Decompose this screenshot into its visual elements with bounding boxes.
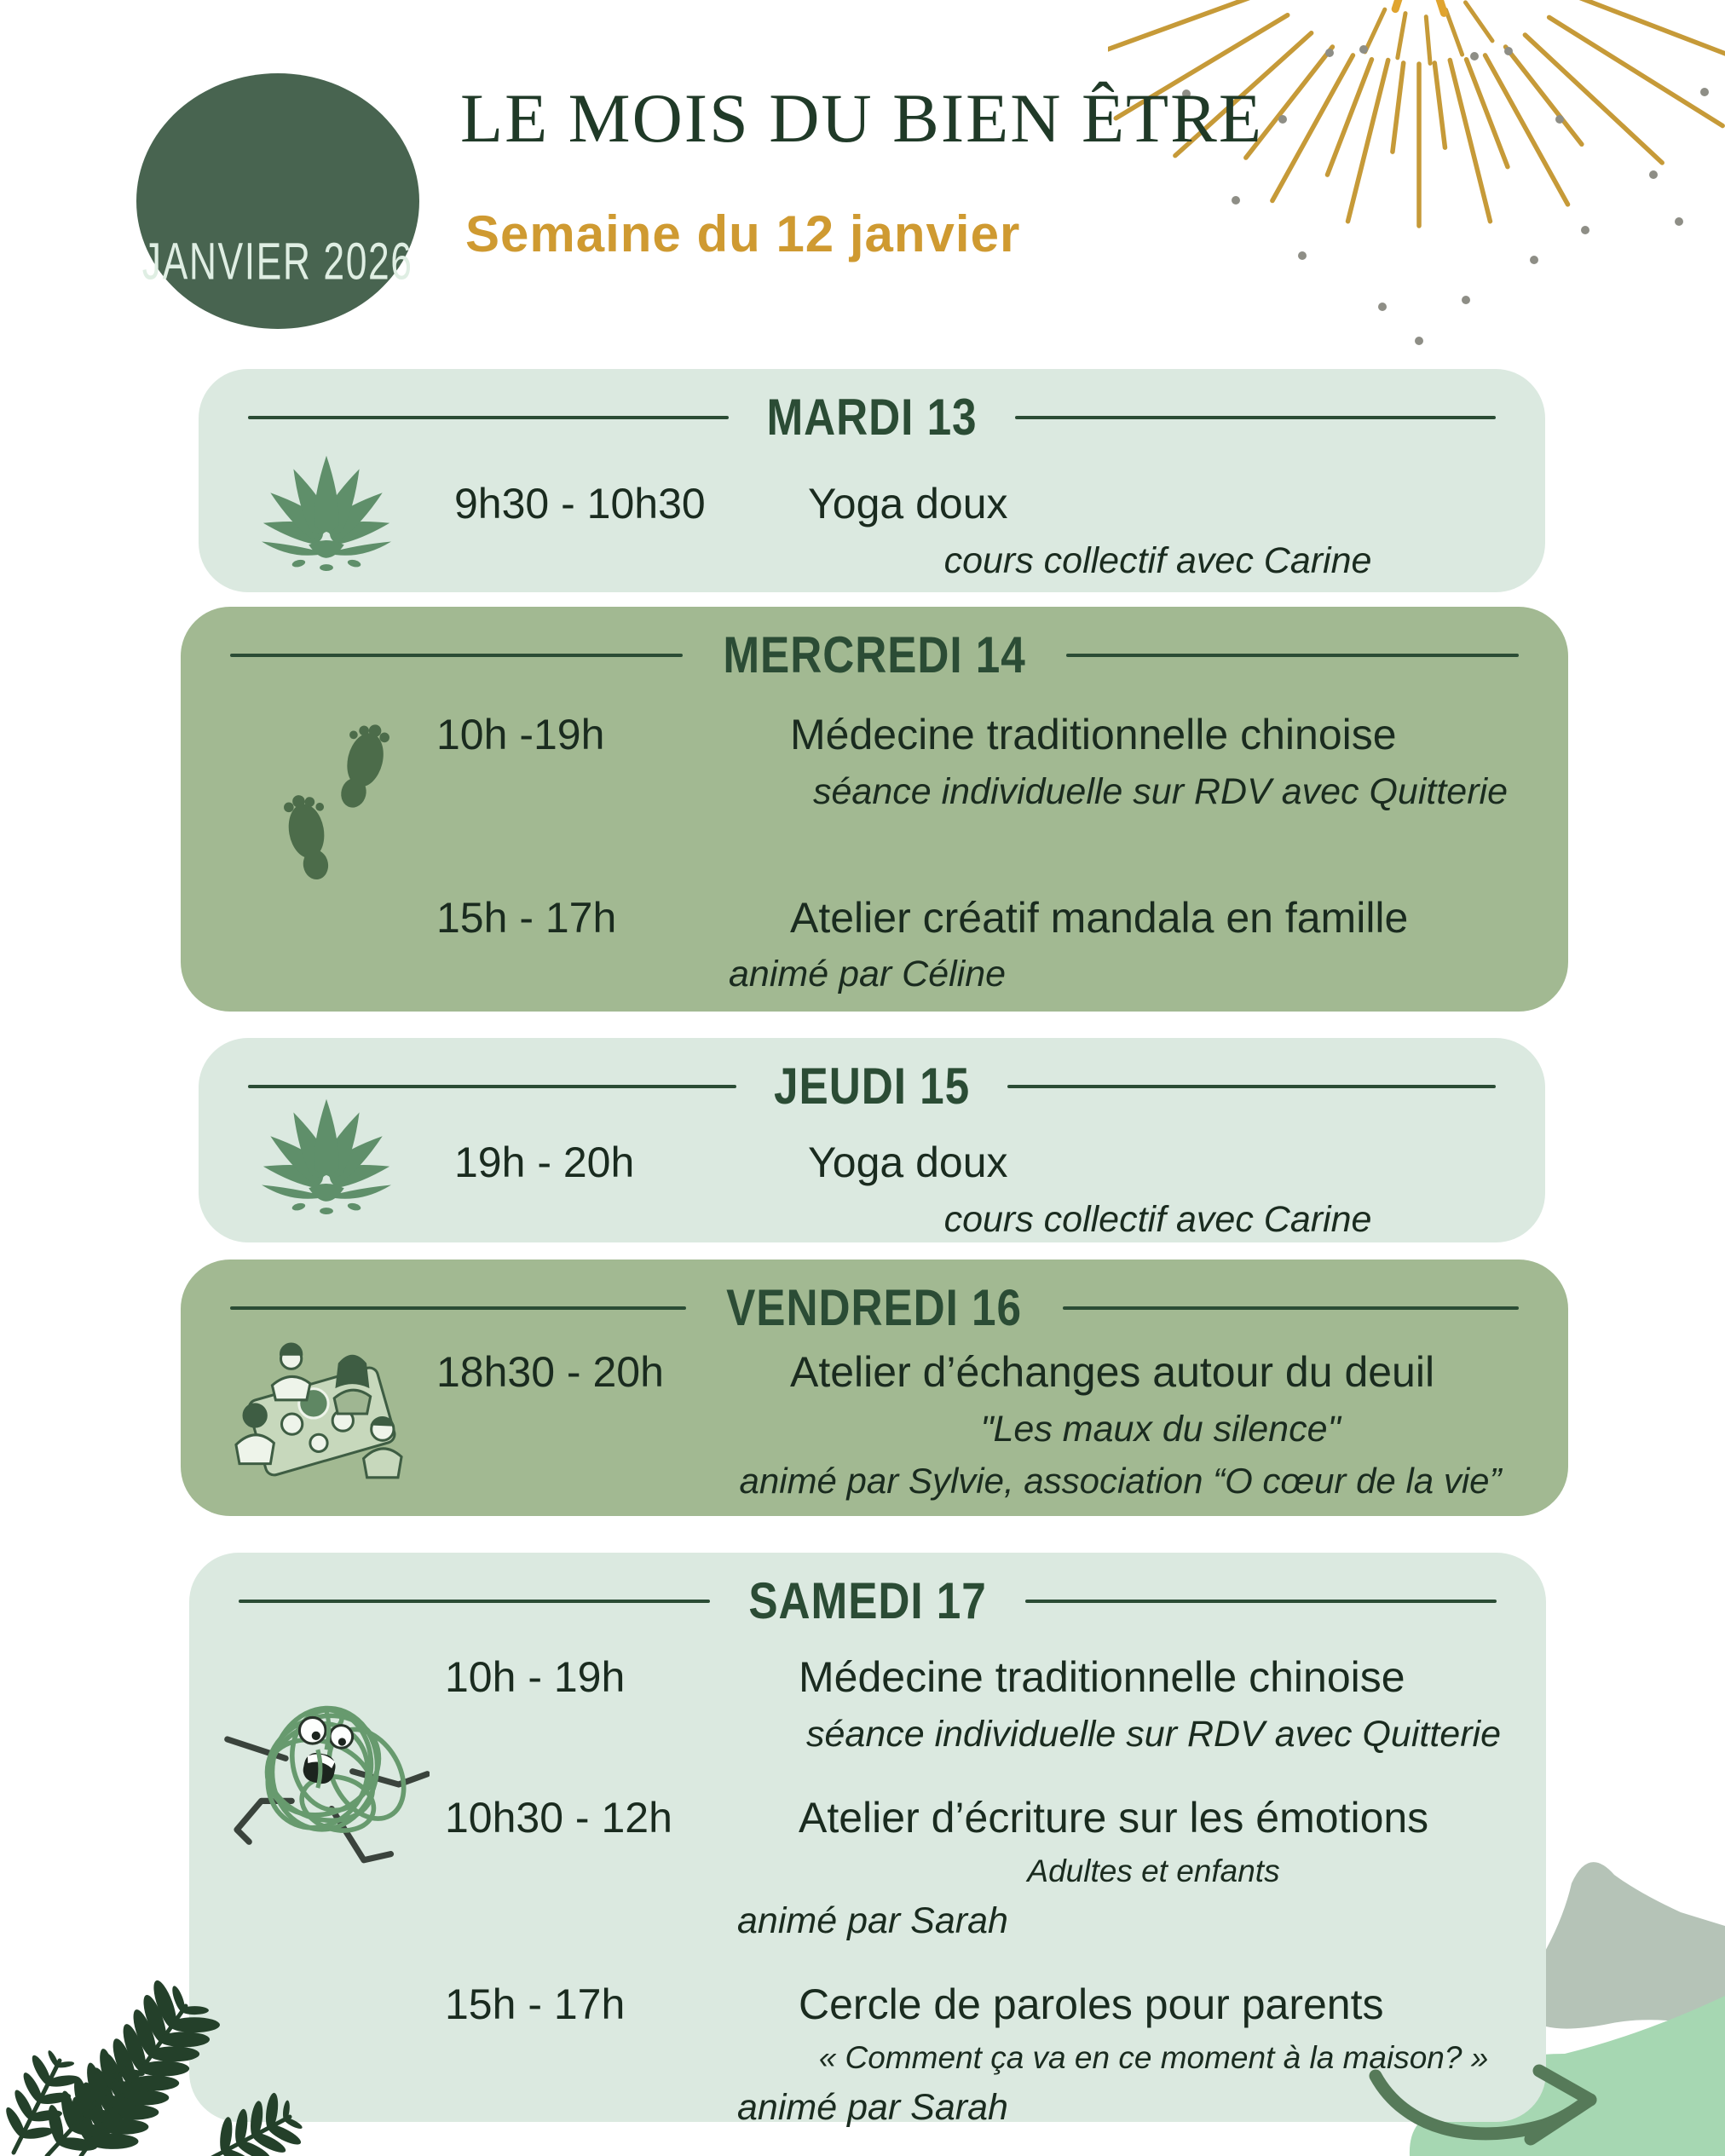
- month-badge-label: JANVIER 2026: [142, 232, 413, 291]
- event-title: Yoga doux: [808, 1139, 1008, 1186]
- day-header: [199, 1038, 1545, 1113]
- day-card-jeudi-15: [199, 1038, 1545, 1242]
- event-time: 10h30 - 12h: [445, 1793, 672, 1842]
- event-desc: séance individuelle sur RDV avec Quitterie: [812, 770, 1508, 812]
- day-header: [189, 1553, 1546, 1628]
- event-desc: animé par Sylvie, association “O cœur de la vie”: [739, 1460, 1502, 1501]
- event-desc: cours collectif avec Carine: [943, 1198, 1372, 1240]
- event-row: [199, 1139, 1545, 1240]
- event-title: Atelier d’écriture sur les émotions: [799, 1793, 1429, 1842]
- arrow-icon: [1326, 2044, 1641, 2156]
- day-header-line: [1063, 1306, 1519, 1310]
- day-header-line: [239, 1600, 710, 1603]
- sunburst-icon: [1108, 0, 1725, 375]
- event-content: [737, 1793, 1546, 1941]
- page-title: LE MOIS DU BIEN ÊTRE: [460, 79, 1263, 157]
- event-row: [199, 480, 1545, 581]
- event-desc: animé par Sarah: [737, 1899, 1008, 1941]
- event-time: 18h30 - 20h: [436, 1348, 664, 1396]
- event-row: [189, 1653, 1546, 1755]
- event-title: Médecine traditionnelle chinoise: [790, 711, 1397, 758]
- event-content: [729, 893, 1568, 995]
- event-row: [189, 1794, 1546, 1941]
- day-header-line: [230, 654, 683, 657]
- event-time: 19h - 20h: [454, 1139, 635, 1186]
- event-row: [181, 1348, 1568, 1501]
- event-desc: "Les maux du silence": [980, 1408, 1341, 1450]
- day-header-line: [1015, 416, 1496, 419]
- day-header-line: [1066, 654, 1519, 657]
- day-header-line: [248, 416, 729, 419]
- event-title: Yoga doux: [808, 480, 1008, 527]
- event-desc: animé par Céline: [729, 954, 1007, 995]
- event-desc: « Comment ça va en ce moment à la maison? »: [818, 2040, 1489, 2076]
- day-name: SAMEDI 17: [748, 1572, 987, 1630]
- event-title: Atelier créatif mandala en famille: [790, 893, 1409, 942]
- event-title: Cercle de paroles pour parents: [799, 1980, 1384, 2028]
- month-badge: [136, 73, 419, 329]
- day-name: MARDI 13: [766, 389, 978, 447]
- day-header: [181, 1260, 1568, 1335]
- day-name: VENDREDI 16: [726, 1279, 1023, 1337]
- week-subtitle: Semaine du 12 janvier: [465, 205, 1021, 262]
- event-desc: cours collectif avec Carine: [943, 539, 1372, 581]
- day-header: [199, 369, 1545, 447]
- day-name: MERCREDI 14: [723, 626, 1026, 684]
- day-header-line: [1025, 1600, 1497, 1603]
- event-time: 9h30 - 10h30: [454, 480, 706, 527]
- event-row: [181, 894, 1568, 995]
- event-content: [739, 1348, 1568, 1501]
- event-content: [790, 711, 1568, 812]
- day-header-line: [1007, 1085, 1496, 1088]
- event-title: Atelier d’échanges autour du deuil: [790, 1348, 1435, 1396]
- event-time: 15h - 17h: [445, 1980, 626, 2028]
- event-desc: animé par Sarah: [737, 2086, 1008, 2128]
- event-desc: Adultes et enfants: [1027, 1853, 1280, 1889]
- day-header: [181, 607, 1568, 682]
- event-time: 15h - 17h: [436, 893, 617, 942]
- event-time: 10h - 19h: [445, 1653, 626, 1701]
- event-title: Médecine traditionnelle chinoise: [799, 1653, 1405, 1701]
- day-name: JEUDI 15: [773, 1058, 971, 1115]
- event-content: [799, 1653, 1546, 1755]
- event-content: [808, 480, 1545, 581]
- day-card-mardi-13: [199, 369, 1545, 592]
- day-card-vendredi-16: [181, 1260, 1568, 1516]
- day-card-mercredi-14: [181, 607, 1568, 1012]
- fern-icon: [0, 1933, 375, 2156]
- day-header-line: [230, 1306, 686, 1310]
- day-card-samedi-17: [189, 1553, 1546, 2128]
- event-row: [181, 711, 1568, 812]
- event-content: [808, 1139, 1545, 1240]
- event-desc: séance individuelle sur RDV avec Quitterie: [805, 1713, 1501, 1755]
- event-time: 10h -19h: [436, 711, 605, 758]
